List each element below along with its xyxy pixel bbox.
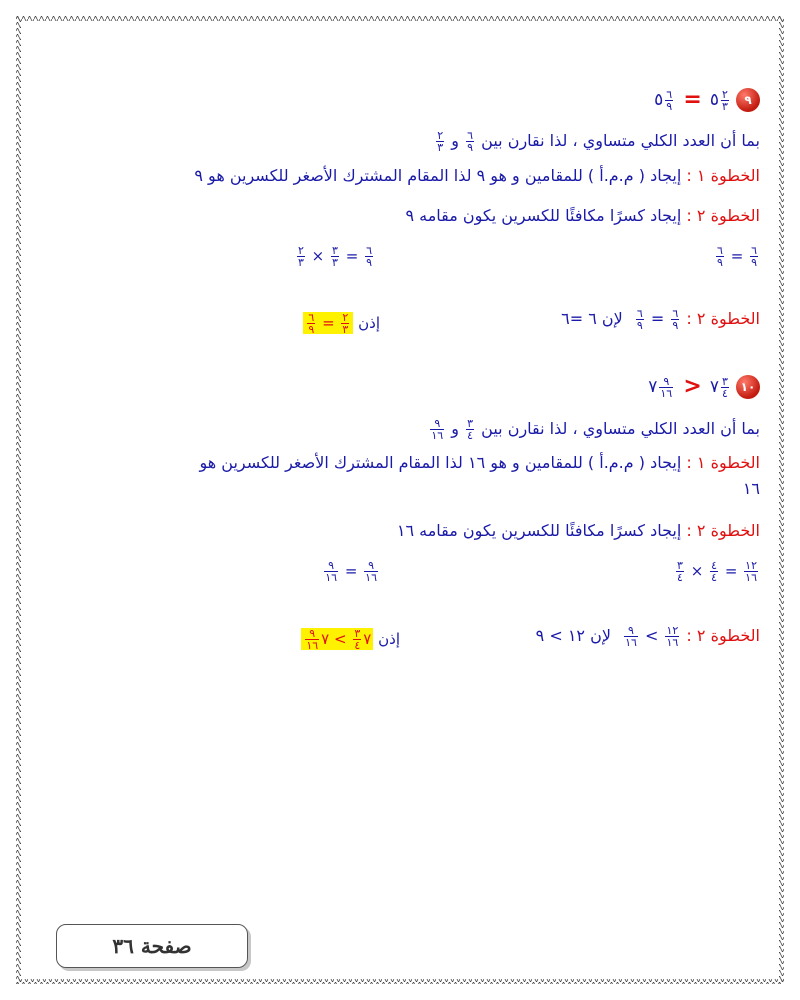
- numerator: ٣: [721, 374, 728, 388]
- conclusion: [301, 628, 400, 651]
- step-1-line: [199, 452, 760, 474]
- equivalent-fraction-right: $\frac{٦}{٩}$ = $\frac{٦}{٩}$: [717, 244, 757, 269]
- statement-text: بما أن العدد الكلي متساوي ، لذا نقارن بين: [481, 131, 760, 150]
- whole-number: ٧: [648, 377, 658, 397]
- page-number-label: صفحة ٣٦: [56, 924, 248, 968]
- statement-text: بما أن العدد الكلي متساوي ، لذا نقارن بين: [481, 419, 760, 438]
- equivalent-fraction-right: $\frac{١٢}{١٦}$ = $\frac{٤}{٤}$ × $\frac{٣}{٤}$: [677, 559, 757, 584]
- step-text: إيجاد كسرًا مكافئًا للكسرين يكون مقامه ١٦: [396, 521, 682, 540]
- step-label: الخطوة ١ :: [686, 453, 760, 472]
- step-label: الخطوة ٢ :: [686, 309, 760, 328]
- step-label: الخطوة ١ :: [686, 166, 760, 185]
- problem-number-badge: ٩: [736, 88, 760, 112]
- step-text: إيجاد ( م.م.أ ) للمقامين و هو ١٦ لذا المقام المشترك الأصغر للكسرين هو: [199, 453, 682, 472]
- numerator: ٢: [721, 87, 728, 101]
- whole-number: ٥: [709, 90, 719, 110]
- decorative-border: [16, 16, 784, 984]
- comparison-sign: <: [683, 374, 702, 399]
- because-text: لإن ١٢ > ٩: [535, 626, 611, 645]
- equivalent-fraction-left: $\frac{٩}{١٦}$ = $\frac{٩}{١٦}$: [325, 559, 377, 584]
- denominator: ٩: [666, 99, 673, 113]
- denominator: ٤: [721, 386, 728, 400]
- equivalent-fraction-left: $\frac{٦}{٩}$ = $\frac{٣}{٣}$ × $\frac{٢}{٣}$: [297, 244, 372, 269]
- step-3-line: الخطوة ٢ : $\frac{١٢}{١٦}$ > $\frac{٩}{١٦}$ لإن ١٢ > ٩: [535, 624, 760, 649]
- problem-10-header: [648, 375, 760, 399]
- step-3-line: الخطوة ٢ : $\frac{٦}{٩}$ = $\frac{٦}{٩}$ لإن ٦ =٦: [561, 307, 760, 332]
- step-label: الخطوة ٢ :: [686, 206, 760, 225]
- step-label: الخطوة ٢ :: [686, 521, 760, 540]
- step-label: الخطوة ٢ :: [686, 626, 760, 645]
- step-2-line: [405, 205, 760, 227]
- numerator: ٩: [659, 376, 673, 388]
- answer-highlight: $\frac{٢}{٣}$ = $\frac{٦}{٩}$: [303, 312, 353, 334]
- statement-line: بما أن العدد الكلي متساوي ، لذا نقارن بين $\frac{٦}{٩}$ و $\frac{٢}{٣}$: [437, 129, 760, 154]
- therefore-word: إذن: [358, 314, 380, 332]
- and-word: و: [451, 131, 460, 150]
- answer-highlight: ٧ $\frac{٣}{٤}$ > ٧ $\frac{٩}{١٦}$: [301, 628, 373, 650]
- denominator: ٣: [721, 99, 728, 113]
- numerator: ٦: [666, 87, 673, 101]
- problem-number-badge: ١٠: [736, 375, 760, 399]
- therefore-word: إذن: [378, 630, 400, 648]
- whole-number: ٥: [654, 90, 664, 110]
- conclusion: [303, 312, 380, 335]
- comparison-sign: =: [683, 87, 702, 112]
- and-word: و: [451, 419, 460, 438]
- step-text: إيجاد ( م.م.أ ) للمقامين و هو ٩ لذا المقام المشترك الأصغر للكسرين هو ٩: [194, 166, 682, 185]
- step-text: إيجاد كسرًا مكافئًا للكسرين يكون مقامه ٩: [405, 206, 682, 225]
- step-1-line: [194, 165, 760, 187]
- problem-9-header: [654, 88, 760, 112]
- because-text: لإن ٦ =٦: [561, 309, 623, 328]
- step-2-line: [397, 520, 760, 542]
- whole-number: ٧: [709, 377, 719, 397]
- denominator: ١٦: [660, 386, 673, 400]
- statement-line: بما أن العدد الكلي متساوي ، لذا نقارن بين $\frac{٣}{٤}$ و $\frac{٩}{١٦}$: [431, 417, 760, 442]
- step-1-wrap: ١٦: [742, 479, 760, 498]
